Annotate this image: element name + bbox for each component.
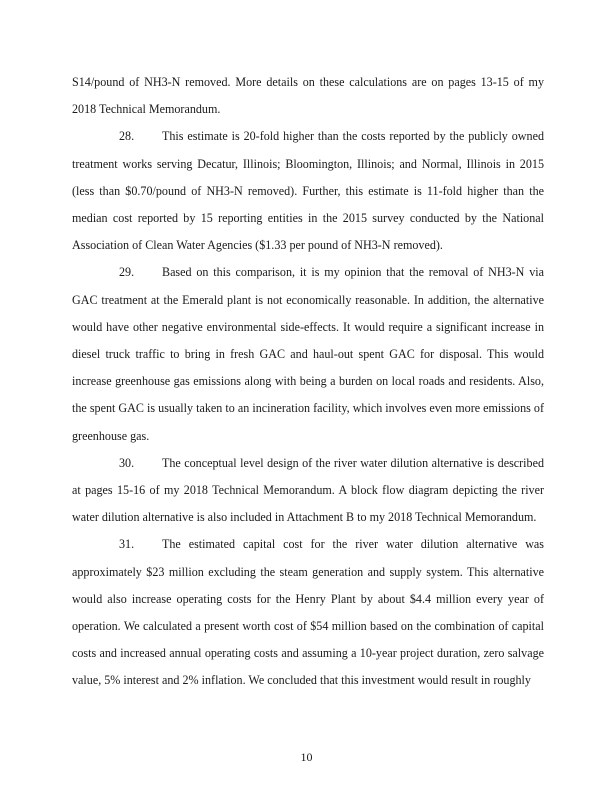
- paragraph-text: This estimate is 20-fold higher than the costs reported by the publicly owned treatment works serving Decatur, Illinois; Bloomington, Illinois; and Normal, Illinois in 2015 (less than $0.70/pound of NH3-N removed). Further, this estimate is 11-fold higher than the median cost reported by 15 reporting entities in the 2015 survey conducted by the National Association of Clean Water Agencies ($1.33 per pound of NH3-N removed).: [72, 129, 544, 253]
- paragraph-number: 29.: [119, 265, 135, 280]
- paragraph-number: 30.: [119, 455, 135, 470]
- page-number: 10: [300, 750, 313, 764]
- paragraph-text: The conceptual level design of the river water dilution alternative is described at pages 15-16 of my 2018 Technical Memorandum. A block flow diagram depicting the river water dilution alternative is also included in Attachment B to my 2018 Technical Memorandum.: [72, 455, 544, 525]
- paragraph-number: 31.: [119, 537, 135, 552]
- paragraph-28: [72, 123, 544, 259]
- document-body: [72, 69, 544, 695]
- paragraph-30: [72, 450, 544, 532]
- paragraph-31: [72, 531, 544, 694]
- continuation-paragraph: S14/pound of NH3-N removed. More details on these calculations are on pages 13-15 of my 2018 Technical Memorandum.: [72, 75, 544, 117]
- paragraph-number: 28.: [119, 129, 135, 144]
- paragraph-29: [72, 259, 544, 449]
- paragraph-text: Based on this comparison, it is my opinion that the removal of NH3-N via GAC treatment at the Emerald plant is not economically reasonable. In addition, the alternative would have other negative environmental side-effects. It would require a significant increase in diesel truck traffic to bring in fresh GAC and haul-out spent GAC for disposal. This would increase greenhouse gas emissions along with being a burden on local roads and residents. Also, the spent GAC is usually taken to an incineration facility, which involves even more emissions of greenhouse gas.: [72, 265, 544, 443]
- paragraph-text: The estimated capital cost for the river water dilution alternative was approximately $23 million excluding the steam generation and supply system. This alternative would also increase operating costs for the Henry Plant by about $4.4 million every year of operation. We calculated a present worth cost of $54 million based on the combination of capital costs and increased annual operating costs and assuming a 10-year project duration, zero salvage value, 5% interest and 2% inflation. We concluded that this investment would result in roughly: [72, 537, 544, 688]
